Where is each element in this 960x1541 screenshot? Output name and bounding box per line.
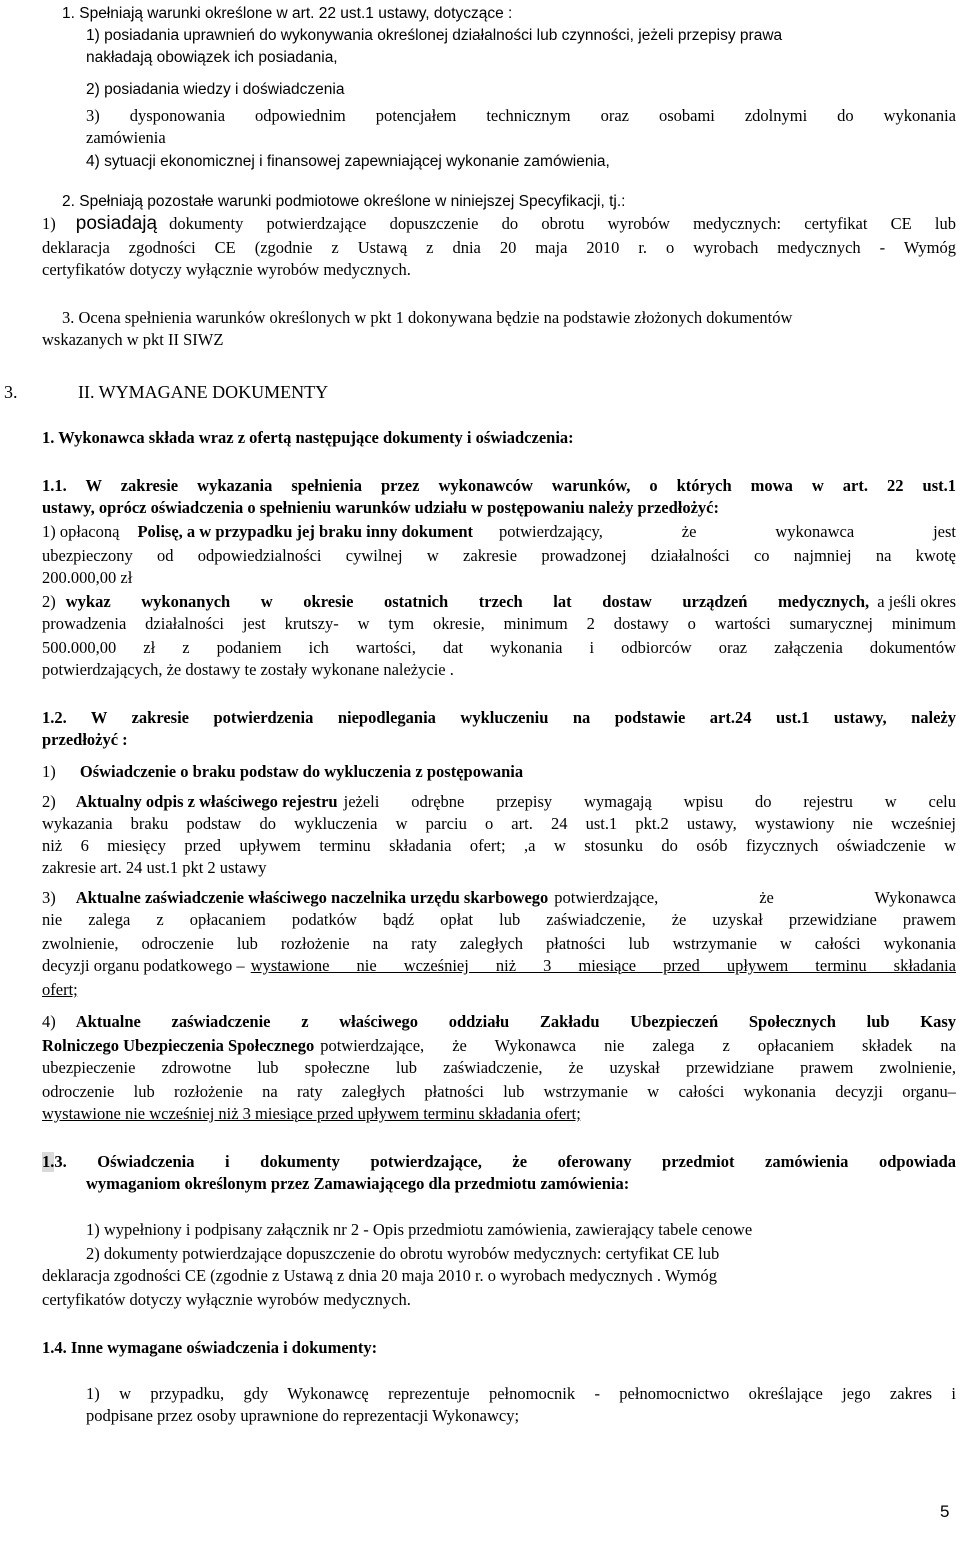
sec2-line-2-rest: dokumenty potwierdzające dopuszczenie do obrotu wyrobów medycznych: certyfikat CE lub [169,214,956,233]
par-1-3-item-2: 2) dokumenty potwierdzające dopuszczenie do obrotu wyrobów medycznych: certyfikat CE lub [86,1244,720,1263]
par-1-1-line-6: 2) wykaz wykonanych w okresie ostatnich trzech lat dostaw urządzeń medycznych, a jeśli okres [42,592,956,611]
par-1-2-item-2-line-2: wykazania braku podstaw do wykluczenia w parciu o art. 24 ust.1 pkt.2 ustawy, wystawiony nie wcześniej [42,814,956,833]
par-1-2-item-3-line-2: nie zalega z opłacaniem podatków bądź opłat lub zaświadczenie, że uzyskał przewidziane prawem [42,910,956,929]
par-1-4-title: 1.4. Inne wymagane oświadczenia i dokumenty: [42,1338,378,1357]
sec1-line-1: 1. Spełniają warunki określone w art. 22 ust.1 ustawy, dotyczące : [62,5,513,22]
par-1-1-line-5: 200.000,00 zł [42,568,133,587]
sec1-line-4: 2) posiadania wiedzy i doświadczenia [86,81,345,98]
par-1-2-line-2: przedłożyć : [42,730,128,749]
par-1-2-item-3: 3) Aktualne zaświadczenie właściwego naczelnika urzędu skarbowego potwierdzające, że Wykonawca [42,888,956,907]
par-1-2-item-2: 2) Aktualny odpis z właściwego rejestru jeżeli odrębne przepisy wymagają wpisu do rejestru w celu [42,792,956,811]
par-1-3-line-2: wymaganiom określonym przez Zamawiającego dla przedmiotu zamówienia: [86,1174,630,1193]
par-1-2-item-4-line-4: odroczenie lub rozłożenie na raty zaległych płatności lub wstrzymanie w całości wykonania decyzji organu– [42,1082,956,1101]
sec1-line-6: zamówienia [86,128,166,147]
par-1-2-item-4-line-5: wystawione nie wcześniej niż 3 miesiące przed upływem terminu składania ofert; [42,1104,581,1123]
par-1-2-item-4-line-3: ubezpieczenie zdrowotne lub społeczne lub zaświadczenie, że uzyskał przewidziane prawem zwolnienie, [42,1058,956,1077]
par-1-3-item-1: 1) wypełniony i podpisany załącznik nr 2 - Opis przedmiotu zamówienia, zawierający tabele cenowe [86,1220,753,1239]
par-1-title: 1. Wykonawca składa wraz z ofertą następujące dokumenty i oświadczenia: [42,428,574,447]
par-1-2-item-3-line-5: ofert; [42,980,78,999]
par-1-1-line-7: prowadzenia działalności jest krutszy- w tym okresie, minimum 2 dostawy o wartości sumarycznej minimum [42,614,956,633]
sec1-line-3: nakładają obowiązek ich posiadania, [86,49,338,66]
sec2-posiadaja: posiadają [75,213,158,234]
par-1-4-item-1: 1) w przypadku, gdy Wykonawcę reprezentuje pełnomocnik - pełnomocnictwo określające jego zakres i [86,1384,956,1403]
par-1-2-item-3-line-3: zwolnienie, odroczenie lub rozłożenie na raty zaległych płatności lub wstrzymanie w całości wykonania [42,934,956,953]
par-1-2-item-1: 1) Oświadczenie o braku podstaw do wykluczenia z postępowania [42,762,524,781]
par-1-3-line-1: 1. 3. Oświadczenia i dokumenty potwierdzające, że oferowany przedmiot zamówienia odpowiada [42,1152,956,1171]
page-number: 5 [940,1502,950,1521]
par-1-3-item-2-line-2: deklaracja zgodności CE (zgodnie z Ustawą z dnia 20 maja 2010 r. o wyrobach medycznych . Wymóg [42,1266,717,1285]
sec1-line-7: 4) sytuacji ekonomicznej i finansowej zapewniającej wykonanie zamówienia, [86,153,610,170]
par-1-1-line-1: 1.1. W zakresie wykazania spełnienia przez wykonawców warunków, o których mowa w art. 22 ust.1 [42,476,956,495]
par-1-3-item-2-line-3: certyfikatów dotyczy wyłącznie wyrobów medycznych. [42,1290,411,1309]
par-1-2-item-4-line-2: Rolniczego Ubezpieczenia Społecznego potwierdzające, że Wykonawca nie zalega z opłacaniem składek na [42,1036,956,1055]
par-1-4-item-1-line-2: podpisane przez osoby uprawnione do reprezentacji Wykonawcy; [86,1406,520,1425]
par-1-2-item-4: 4) Aktualne zaświadczenie z właściwego oddziału Zakładu Ubezpieczeń Społecznych lub Kasy [42,1012,956,1031]
par-1-1-line-9: potwierdzających, że dostawy te zostały wykonane należycie . [42,660,454,679]
par-1-1-line-4: ubezpieczony od odpowiedzialności cywilnej w zakresie prowadzonej działalności co najmniej na kwotę [42,546,956,565]
sec2-line-3: deklaracja zgodności CE (zgodnie z Ustawą z dnia 20 maja 2010 r. o wyrobach medycznych - Wymóg [42,238,956,257]
heading-number: 3. [4,382,18,402]
par-1-2-line-1: 1.2. W zakresie potwierdzenia niepodlegania wykluczeniu na podstawie art.24 ust.1 ustawy, należy [42,708,956,727]
par-1-2-item-2-line-3: niż 6 miesięcy przed upływem terminu składania ofert; ,a w stosunku do osób fizycznych oświadczenie w [42,836,956,855]
sec3-line-2: wskazanych w pkt II SIWZ [42,330,224,349]
sec2-line-1: 2. Spełniają pozostałe warunki podmiotowe określone w niniejszej Specyfikacji, tj.: [62,193,626,210]
section-heading: II. WYMAGANE DOKUMENTY [78,382,329,402]
par-1-2-item-2-line-4: zakresie art. 24 ust.1 pkt 2 ustawy [42,858,267,877]
par-1-1-line-8: 500.000,00 zł z podaniem ich wartości, dat wykonania i odbiorców oraz załączenia dokumentów [42,638,956,657]
par-1-1-line-3: 1) opłaconą Polisę, a w przypadku jej braku inny dokument potwierdzający, że wykonawca jest [42,522,956,541]
sec1-line-5: 3) dysponowania odpowiednim potencjałem technicznym oraz osobami zdolnymi do wykonania [86,106,956,125]
sec1-line-2: 1) posiadania uprawnień do wykonywania określonej działalności lub czynności, jeżeli przepisy prawa [86,27,783,44]
sec3-line-1: 3. Ocena spełnienia warunków określonych w pkt 1 dokonywana będzie na podstawie złożonych dokumentów [62,308,793,327]
sec2-num: 1) [42,214,56,233]
par-1-2-item-3-line-4: decyzji organu podatkowego – wystawione nie wcześniej niż 3 miesiące przed upływem terminu składania [42,956,956,975]
highlight-marker: 1. [42,1152,55,1171]
sec2-line-2 [42,214,956,234]
par-1-1-line-2: ustawy, oprócz oświadczenia o spełnieniu warunków udziału w postępowaniu należy przedłożyć: [42,498,719,517]
sec2-line-4: certyfikatów dotyczy wyłącznie wyrobów medycznych. [42,260,411,279]
